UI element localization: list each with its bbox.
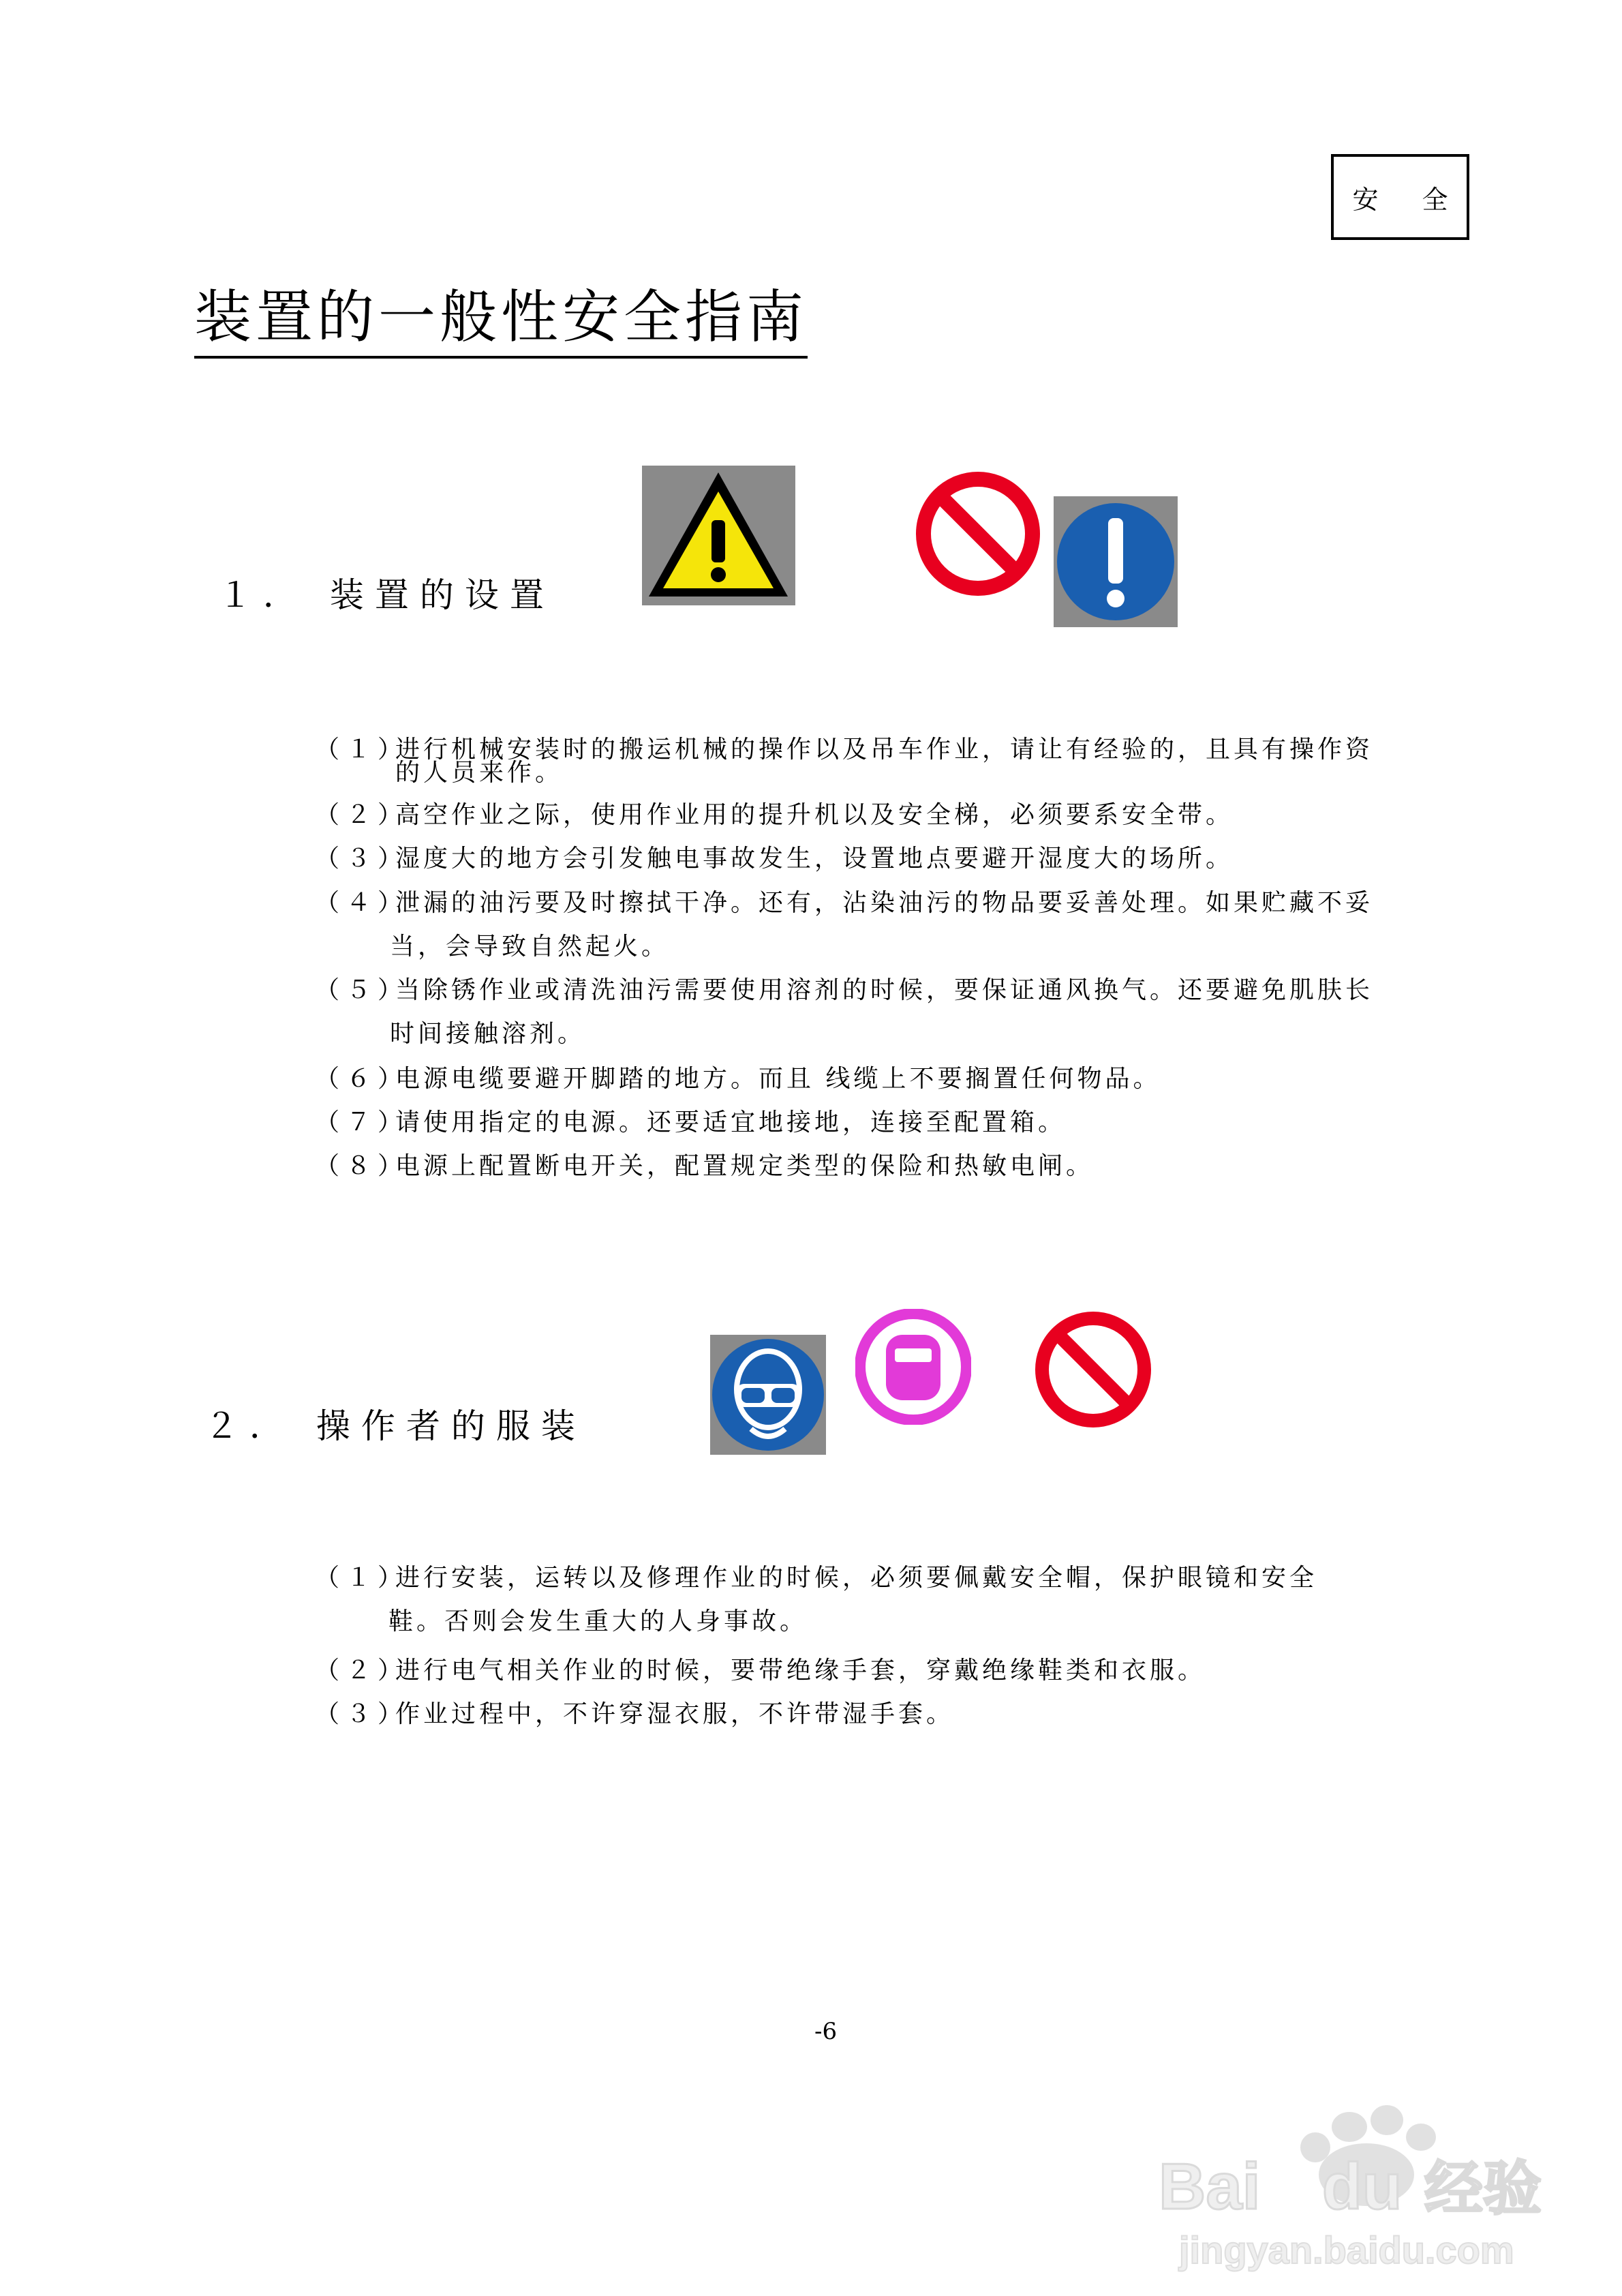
item-number: （５） xyxy=(315,976,410,1004)
list-item xyxy=(315,1149,1095,1183)
section-tag: 安 全 xyxy=(1331,154,1469,240)
item-number: （２） xyxy=(315,801,410,829)
watermark-brand: Bai xyxy=(1159,2150,1261,2223)
item-number: （７） xyxy=(315,1108,410,1136)
item-text-continued: 鞋。否则会发生重大的人身事故。 xyxy=(388,1607,808,1635)
item-number: （１） xyxy=(315,1564,410,1592)
item-text-continued: 的人员来作。 xyxy=(395,759,564,787)
watermark-cn: 经验 xyxy=(1424,2155,1542,2223)
prohibition-icon xyxy=(913,469,1043,599)
item-text: 电源上配置断电开关，配置规定类型的保险和热敏电闸。 xyxy=(395,1152,1095,1180)
item-text-continued: 当，会导致自然起火。 xyxy=(390,933,670,961)
face-shield-icon xyxy=(855,1309,971,1425)
page-title: 装置的一般性安全指南 xyxy=(194,280,808,359)
page-number: -6 xyxy=(814,2018,838,2045)
list-item xyxy=(315,1654,1206,1688)
eye-protection-icon xyxy=(710,1335,826,1455)
item-number: （３） xyxy=(315,845,410,873)
baidu-jingyan-watermark xyxy=(1152,2072,1554,2277)
list-item xyxy=(315,842,1234,876)
item-number: （８） xyxy=(315,1152,410,1180)
item-number: （６） xyxy=(315,1065,410,1093)
watermark-url: jingyan.baidu.com xyxy=(1179,2229,1514,2271)
section-2-heading: ２． 操作者的服装 xyxy=(204,1406,586,1446)
prohibition-icon xyxy=(1032,1309,1154,1430)
item-text: 作业过程中，不许穿湿衣服，不许带湿手套。 xyxy=(395,1700,955,1728)
warning-triangle-icon xyxy=(642,466,795,605)
item-text: 高空作业之际，使用作业用的提升机以及安全梯，必须要系安全带。 xyxy=(395,801,1234,829)
list-item xyxy=(315,733,1374,787)
list-item xyxy=(315,886,1374,961)
item-text: 电源电缆要避开脚踏的地方。而且 线缆上不要搁置任何物品。 xyxy=(395,1065,1161,1093)
item-number: （１） xyxy=(315,736,410,764)
section-1-heading: １． 装置的设置 xyxy=(218,575,555,615)
item-text: 进行电气相关作业的时候，要带绝缘手套，穿戴绝缘鞋类和衣服。 xyxy=(395,1657,1206,1685)
list-item xyxy=(315,1062,1161,1096)
list-item xyxy=(315,973,1374,1048)
item-text: 湿度大的地方会引发触电事故发生，设置地点要避开湿度大的场所。 xyxy=(395,845,1234,873)
list-item xyxy=(315,1697,955,1732)
mandatory-exclamation-icon xyxy=(1054,496,1178,627)
item-text: 当除锈作业或清洗油污需要使用溶剂的时候，要保证通风换气。还要避免肌肤长 xyxy=(395,976,1374,1004)
item-number: （２） xyxy=(315,1657,410,1685)
item-text: 进行机械安装时的搬运机械的操作以及吊车作业，请让有经验的，且具有操作资 xyxy=(395,736,1374,764)
watermark-brand-du: du xyxy=(1322,2150,1403,2223)
item-text: 泄漏的油污要及时擦拭干净。还有，沾染油污的物品要妥善处理。如果贮藏不妥 xyxy=(395,889,1374,917)
item-number: （４） xyxy=(315,889,410,917)
item-number: （３） xyxy=(315,1700,410,1728)
item-text: 进行安装，运转以及修理作业的时候，必须要佩戴安全帽，保护眼镜和安全 xyxy=(395,1564,1318,1592)
item-text-continued: 时间接触溶剂。 xyxy=(390,1020,586,1048)
list-item xyxy=(315,1106,1067,1140)
list-item xyxy=(315,1561,1318,1635)
list-item xyxy=(315,798,1234,832)
item-text: 请使用指定的电源。还要适宜地接地，连接至配置箱。 xyxy=(395,1108,1067,1136)
